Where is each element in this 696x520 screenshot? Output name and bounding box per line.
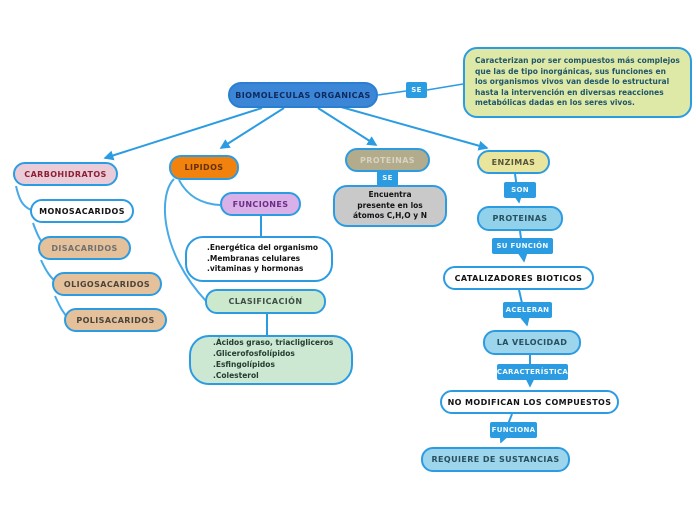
connector-label-se-root[interactable]: SE — [406, 82, 427, 98]
node-polisacaridos[interactable]: POLISACARIDOS — [64, 308, 167, 332]
node-requiere-sustancias[interactable]: REQUIERE DE SUSTANCIAS — [421, 447, 570, 472]
proteinas-atoms-line: Encuentra — [368, 190, 412, 200]
node-proteinas-composition[interactable]: PROTEINAS — [345, 148, 430, 172]
node-monosacaridos[interactable]: MONOSACARIDOS — [30, 199, 134, 223]
lipid-function-item: .Membranas celulares — [207, 253, 301, 263]
node-disacaridos[interactable]: DISACARIDOS — [38, 236, 131, 260]
node-no-modifican-compuestos[interactable]: NO MODIFICAN LOS COMPUESTOS — [440, 390, 619, 414]
connector-label-caracteristica[interactable]: CARACTERÍSTICA — [497, 364, 568, 380]
box-lipid-classification[interactable] — [189, 335, 353, 385]
connector-label-se-proteinas[interactable]: SE — [377, 170, 398, 186]
box-proteinas-atoms[interactable] — [333, 185, 447, 227]
lipid-function-item: .Energética del organismo — [207, 242, 319, 252]
lipid-class-item: .Glicerofosfolípidos — [213, 349, 295, 359]
connector-label-funciona[interactable]: FUNCIONA — [490, 422, 537, 438]
node-funciones[interactable]: FUNCIONES — [220, 192, 301, 216]
lipid-class-item: .Esfingolípidos — [213, 360, 275, 369]
lipid-class-item: .Ácidos graso, triacligliceros — [213, 338, 334, 348]
connector-label-son[interactable]: SON — [504, 182, 536, 198]
connector-label-aceleran[interactable]: ACELERAN — [503, 302, 552, 318]
connector-label-su-funcion[interactable]: SU FUNCIÓN — [492, 238, 553, 254]
node-proteinas-enzimas[interactable]: PROTEINAS — [477, 206, 563, 231]
proteinas-atoms-line: átomos C,H,O y N — [352, 211, 428, 221]
box-lipid-functions[interactable] — [185, 236, 333, 282]
node-enzimas[interactable]: ENZIMAS — [477, 150, 550, 174]
node-la-velocidad[interactable]: LA VELOCIDAD — [483, 330, 581, 355]
node-lipidos[interactable]: LIPIDOS — [169, 155, 239, 180]
node-catalizadores-bioticos[interactable]: CATALIZADORES BIOTICOS — [443, 266, 594, 290]
node-clasificacion[interactable]: CLASIFICACIÓN — [205, 289, 326, 314]
lipid-class-item: .Colesterol — [213, 370, 259, 380]
lipid-function-item: .vitaminas y hormonas — [207, 264, 304, 274]
node-oligosacaridos[interactable]: OLIGOSACARIDOS — [52, 272, 162, 296]
proteinas-atoms-line: presente en los — [357, 200, 423, 210]
node-carbohidratos[interactable]: CARBOHIDRATOS — [13, 162, 118, 186]
info-box-description[interactable]: Caracterizan por ser compuestos más complejos que las de tipo inorgánicas, sus funciones en los organismos vivos van desde lo estructural hasta la intervención en diversas reacciones metabólicas dadas en los seres vivos. — [463, 47, 692, 118]
node-biomoleculas-organicas[interactable]: BIOMOLECULAS ORGANICAS — [228, 82, 378, 108]
